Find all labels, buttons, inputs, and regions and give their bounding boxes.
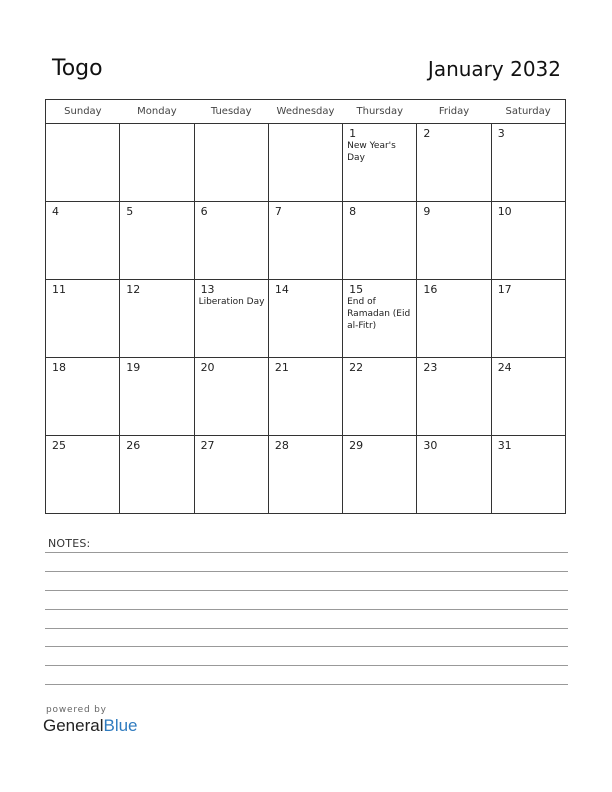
- day-number: 5: [126, 205, 134, 218]
- day-cell: [194, 202, 268, 280]
- day-cell: [120, 280, 194, 358]
- weekday-sunday: Sunday: [46, 100, 120, 124]
- day-cell: [491, 202, 565, 280]
- day-cell: [268, 358, 342, 436]
- day-cell: [343, 436, 417, 514]
- day-cell: [417, 436, 491, 514]
- weekday-thursday: Thursday: [343, 100, 417, 124]
- month-title: January 2032: [427, 57, 561, 81]
- logo-general-text: General: [43, 716, 104, 735]
- day-cell: [268, 436, 342, 514]
- day-cell: [417, 358, 491, 436]
- day-number: 9: [423, 205, 431, 218]
- day-number: 25: [52, 439, 66, 452]
- day-number: 27: [200, 439, 215, 452]
- weekday-monday: Monday: [120, 100, 194, 124]
- day-number: 29: [349, 439, 364, 452]
- day-number: 3: [497, 127, 505, 140]
- day-number: 23: [423, 361, 438, 374]
- day-cell: [194, 280, 268, 358]
- day-number: 17: [497, 283, 512, 296]
- day-cell: [417, 280, 491, 358]
- day-cell: [343, 358, 417, 436]
- note-line: [45, 684, 568, 685]
- day-number: 12: [126, 283, 141, 296]
- day-number: 15: [349, 283, 364, 296]
- week-row: [46, 124, 566, 202]
- day-number: 22: [349, 361, 364, 374]
- day-number: 8: [349, 205, 357, 218]
- day-cell: [268, 280, 342, 358]
- weekday-tuesday: Tuesday: [194, 100, 268, 124]
- day-cell: [343, 202, 417, 280]
- day-number: 4: [52, 205, 59, 218]
- logo-blue-text: Blue: [103, 716, 138, 735]
- day-cell: [268, 124, 342, 202]
- notes-label: NOTES:: [48, 537, 91, 550]
- note-line: [45, 552, 568, 553]
- day-cell: [120, 124, 194, 202]
- note-line: [45, 609, 568, 610]
- note-line: [45, 590, 568, 591]
- holiday-label: Liberation Day: [198, 297, 265, 307]
- day-cell: [120, 436, 194, 514]
- day-cell: [417, 202, 491, 280]
- day-cell: [46, 280, 120, 358]
- day-number: 30: [423, 439, 438, 452]
- note-line: [45, 665, 568, 666]
- country-title: Togo: [52, 56, 103, 81]
- week-row: [46, 280, 566, 358]
- day-number: 21: [274, 361, 289, 374]
- note-line: [45, 646, 568, 647]
- day-cell: [194, 358, 268, 436]
- day-cell: [194, 124, 268, 202]
- day-number: 20: [200, 361, 215, 374]
- holiday-label: New Year's Day: [347, 141, 396, 163]
- day-cell: [46, 202, 120, 280]
- day-number: 19: [126, 361, 141, 374]
- day-cell: [343, 124, 417, 202]
- week-row: [46, 358, 566, 436]
- day-cell: [120, 202, 194, 280]
- day-cell: [268, 202, 342, 280]
- day-cell: [491, 436, 565, 514]
- day-number: 10: [497, 205, 512, 218]
- week-row: [46, 436, 566, 514]
- weekday-saturday: Saturday: [491, 100, 565, 124]
- day-cell: [343, 280, 417, 358]
- day-number: 1: [349, 127, 357, 140]
- day-cell: [46, 358, 120, 436]
- calendar-grid: [45, 99, 566, 514]
- day-cell: [491, 280, 565, 358]
- day-number: 14: [274, 283, 289, 296]
- day-number: 16: [423, 283, 438, 296]
- day-number: 2: [423, 127, 431, 140]
- note-line: [45, 628, 568, 629]
- note-line: [45, 571, 568, 572]
- day-cell: [417, 124, 491, 202]
- day-cell: [46, 436, 120, 514]
- day-number: 18: [52, 361, 66, 374]
- weekday-friday: Friday: [417, 100, 491, 124]
- generalblue-logo: [43, 716, 138, 736]
- day-cell: [491, 124, 565, 202]
- weekday-header-row: [46, 100, 566, 124]
- day-number: 7: [274, 205, 282, 218]
- day-cell: [194, 436, 268, 514]
- day-cell: [120, 358, 194, 436]
- day-cell: [46, 124, 120, 202]
- holiday-label: End of Ramadan (Eid al-Fitr): [347, 297, 411, 331]
- day-number: 31: [497, 439, 512, 452]
- day-number: 11: [52, 283, 66, 296]
- day-number: 24: [497, 361, 512, 374]
- day-cell: [491, 358, 565, 436]
- day-number: 28: [274, 439, 289, 452]
- powered-by-text: powered by: [46, 705, 107, 715]
- day-number: 26: [126, 439, 141, 452]
- weekday-wednesday: Wednesday: [268, 100, 342, 124]
- day-number: 13: [200, 283, 215, 296]
- week-row: [46, 202, 566, 280]
- day-number: 6: [200, 205, 208, 218]
